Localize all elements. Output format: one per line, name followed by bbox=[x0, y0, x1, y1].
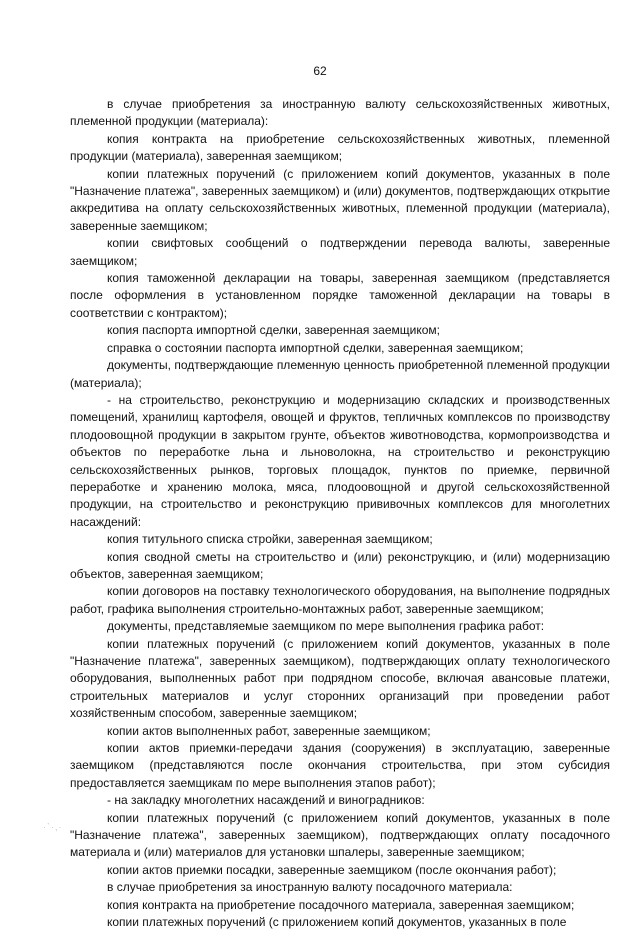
paragraph: копии платежных поручений (с приложением копий документов, указанных в поле "Назначение платежа", заверенных заемщиком), подтверждающих оплату технологического оборудования, выполненных работ при подрядном способе, включая авансовые платежи, строительных материалов и услуг сторонних организаций при проведении работ хозяйственным способом, заверенные заемщиком; bbox=[70, 636, 610, 721]
paragraph: - на закладку многолетних насаждений и виноградников: bbox=[107, 793, 425, 808]
paragraph: копия паспорта импортной сделки, заверенная заемщиком; bbox=[107, 323, 440, 338]
paragraph: копии актов выполненных работ, заверенные заемщиком; bbox=[107, 723, 431, 738]
paragraph: копия сводной сметы на строительство и (или) реконструкцию, и (или) модернизацию объектов, заверенная заемщиком; bbox=[70, 549, 610, 581]
paragraph: справка о состоянии паспорта импортной сделки, заверенная заемщиком; bbox=[107, 340, 524, 355]
paragraph: документы, представляемые заемщиком по мере выполнения графика работ: bbox=[107, 619, 545, 634]
paragraph: документы, подтверждающие племенную ценность приобретенной племенной продукции (материала); bbox=[70, 358, 610, 390]
paragraph: в случае приобретения за иностранную валюту сельскохозяйственных животных, племенной продукции (материала): bbox=[70, 97, 610, 129]
paragraph: в случае приобретения за иностранную валюту посадочного материала: bbox=[107, 880, 513, 895]
scan-artifact: ·`·,· bbox=[43, 822, 63, 832]
page-number: 62 bbox=[313, 64, 327, 78]
paragraph: копии платежных поручений (с приложением копий документов, указанных в поле "Назначение платежа", заверенных заемщиком) и (или) документов, подтверждающих открытие аккредитива на оплату сельскохозяйственных животных, племенной продукции (материала), заверенные заемщиком; bbox=[70, 166, 610, 233]
paragraph: копии свифтовых сообщений о подтверждении перевода валюты, заверенные заемщиком; bbox=[70, 236, 610, 268]
body-text bbox=[70, 96, 610, 932]
paragraph: копия контракта на приобретение посадочного материала, заверенная заемщиком; bbox=[107, 897, 575, 912]
paragraph: копии договоров на поставку технологического оборудования, на выполнение подрядных работ, графика выполнения строительно-монтажных работ, заверенные заемщиком; bbox=[70, 584, 610, 616]
paragraph: копия таможенной декларации на товары, заверенная заемщиком (представляется после оформления в установленном порядке таможенной декларации на товары в соответствии с контрактом); bbox=[70, 271, 610, 320]
paragraph: копии актов приемки-передачи здания (сооружения) в эксплуатацию, заверенные заемщиком (представляются после окончания строительства, при этом субсидия предоставляется заемщикам по мере выполнения этапов работ); bbox=[70, 741, 610, 790]
paragraph: копии актов приемки посадки, заверенные заемщиком (после окончания работ); bbox=[107, 862, 557, 877]
paragraph: копии платежных поручений (с приложением копий документов, указанных в поле bbox=[107, 915, 567, 930]
paragraph: - на строительство, реконструкцию и модернизацию складских и производственных помещений, хранилищ картофеля, овощей и фруктов, тепличных комплексов по производству плодоовощной продукции в закрытом грунте, объектов животноводства, кормопроизводства и объектов по переработке льна и льноволокна, на строительство и реконструкцию сельскохозяйственных рынков, торговых площадок, пунктов по приемке, первичной переработке и хранению молока, мяса, плодоовощной и другой сельскохозяйственной продукции, на строительство и реконструкцию прививочных комплексов для многолетних насаждений: bbox=[70, 392, 610, 529]
paragraph: копия титульного списка стройки, заверенная заемщиком; bbox=[107, 532, 433, 547]
paragraph: копия контракта на приобретение сельскохозяйственных животных, племенной продукции (материала), заверенная заемщиком; bbox=[70, 131, 610, 164]
paragraph: копии платежных поручений (с приложением копий документов, указанных в поле "Назначение платежа", заверенных заемщиком), подтверждающих оплату посадочного материала и (или) материалов для установки шпалеры, заверенные заемщиком; bbox=[70, 810, 610, 860]
